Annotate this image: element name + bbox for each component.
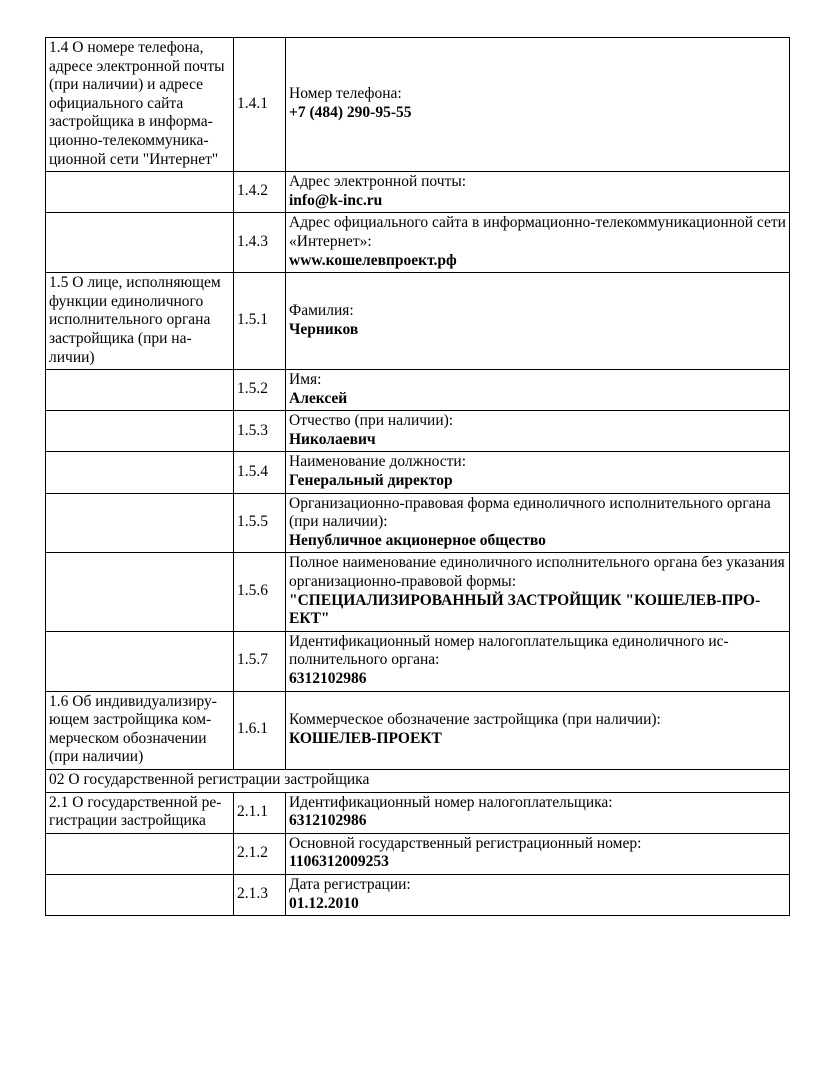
- field-label: Наименование должности:: [289, 453, 467, 471]
- section-header-title: 02 О государственной регистрации застройщика: [46, 769, 790, 792]
- section-cell: [46, 411, 234, 452]
- field-label: Коммерческое обозначение застройщика (при наличии):: [289, 711, 661, 729]
- field-value: +7 (484) 290-95-55: [289, 104, 412, 122]
- table-row: [46, 172, 790, 213]
- table-row: [46, 370, 790, 411]
- field-value: Николаевич: [289, 430, 376, 448]
- disclosure-table: [45, 37, 790, 916]
- section-cell: [46, 213, 234, 273]
- table-row: [46, 833, 790, 874]
- item-number-cell: 1.4.2: [234, 172, 286, 213]
- section-cell: 1.6 Об индивидуализирующем застройщика коммерческом обозначении (при наличии): [46, 691, 234, 769]
- field-label: Дата регистрации:: [289, 875, 411, 893]
- field-label: Имя:: [289, 371, 322, 389]
- content-cell: [286, 874, 790, 915]
- table-row: [46, 452, 790, 493]
- item-number-cell: 1.5.2: [234, 370, 286, 411]
- content-cell: [286, 370, 790, 411]
- content-cell: [286, 38, 790, 172]
- field-label: Номер телефона:: [289, 85, 402, 103]
- field-label: Идентификационный номер налогоплательщика единоличного исполнительного органа:: [289, 632, 729, 669]
- table-row: [46, 273, 790, 370]
- section-cell: [46, 493, 234, 553]
- field-label: Отчество (при наличии):: [289, 412, 454, 430]
- field-value: 6312102986: [289, 812, 367, 830]
- field-label: Адрес электронной почты:: [289, 173, 467, 191]
- item-number-cell: 1.5.6: [234, 553, 286, 631]
- section-cell: [46, 833, 234, 874]
- table-row: [46, 631, 790, 691]
- table-row: [46, 874, 790, 915]
- content-cell: [286, 411, 790, 452]
- field-value: Непубличное акционерное общество: [289, 531, 546, 549]
- content-cell: [286, 833, 790, 874]
- section-cell: 2.1 О государственной регистрации застройщика: [46, 792, 234, 833]
- item-number-cell: 2.1.1: [234, 792, 286, 833]
- content-cell: [286, 493, 790, 553]
- item-number-cell: 1.5.1: [234, 273, 286, 370]
- section-cell: [46, 553, 234, 631]
- content-cell: [286, 792, 790, 833]
- item-number-cell: 2.1.3: [234, 874, 286, 915]
- field-label: Адрес официального сайта в информационно-телекоммуникационной сети «Интернет»:: [289, 214, 786, 250]
- table-row: [46, 38, 790, 172]
- section-cell: [46, 370, 234, 411]
- table-row: [46, 213, 790, 273]
- field-value: Черников: [289, 320, 359, 338]
- field-value: 01.12.2010: [289, 894, 359, 912]
- content-cell: [286, 553, 790, 631]
- table-row: [46, 553, 790, 631]
- item-number-cell: 1.5.7: [234, 631, 286, 691]
- section-cell: [46, 172, 234, 213]
- content-cell: [286, 691, 790, 769]
- item-number-cell: 2.1.2: [234, 833, 286, 874]
- content-cell: [286, 273, 790, 370]
- field-value: Алексей: [289, 389, 348, 407]
- table-row: [46, 493, 790, 553]
- section-cell: 1.5 О лице, исполняющем функции единоличного исполнительного органа застройщика (при наличии): [46, 273, 234, 370]
- field-label: Основной государственный регистрационный номер:: [289, 834, 642, 852]
- field-value: 1106312009253: [289, 853, 389, 871]
- field-value: "СПЕЦИАЛИЗИРОВАННЫЙ ЗАСТРОЙЩИК "КОШЕЛЕВ-ПРОЕКТ": [289, 591, 761, 628]
- section-header-row: [46, 769, 790, 792]
- table-row: [46, 691, 790, 769]
- field-label: Полное наименование единоличного исполнительного органа без указания организационно-правовой формы:: [289, 554, 785, 591]
- section-cell: 1.4 О номере телефона, адресе электронной почты (при наличии) и адресе официального сайта застройщика в информационно-телекоммуникационной сети "Интернет": [46, 38, 234, 172]
- table-row: [46, 792, 790, 833]
- field-value: КОШЕЛЕВ-ПРОЕКТ: [289, 729, 442, 747]
- field-value: 6312102986: [289, 670, 367, 687]
- section-cell: [46, 631, 234, 691]
- field-value: www.кошелевпроект.рф: [289, 251, 457, 269]
- field-value: info@k-inc.ru: [289, 191, 383, 209]
- content-cell: [286, 172, 790, 213]
- item-number-cell: 1.5.3: [234, 411, 286, 452]
- content-cell: [286, 631, 790, 691]
- item-number-cell: 1.5.4: [234, 452, 286, 493]
- content-cell: [286, 452, 790, 493]
- section-cell: [46, 452, 234, 493]
- table-row: [46, 411, 790, 452]
- item-number-cell: 1.4.1: [234, 38, 286, 172]
- field-value: Генеральный директор: [289, 472, 453, 490]
- item-number-cell: 1.6.1: [234, 691, 286, 769]
- field-label: Организационно-правовая форма единоличного исполнительного органа (при наличии):: [289, 494, 771, 531]
- field-label: Идентификационный номер налогоплательщика:: [289, 793, 613, 811]
- field-label: Фамилия:: [289, 302, 354, 320]
- section-cell: [46, 874, 234, 915]
- item-number-cell: 1.4.3: [234, 213, 286, 273]
- item-number-cell: 1.5.5: [234, 493, 286, 553]
- content-cell: [286, 213, 790, 273]
